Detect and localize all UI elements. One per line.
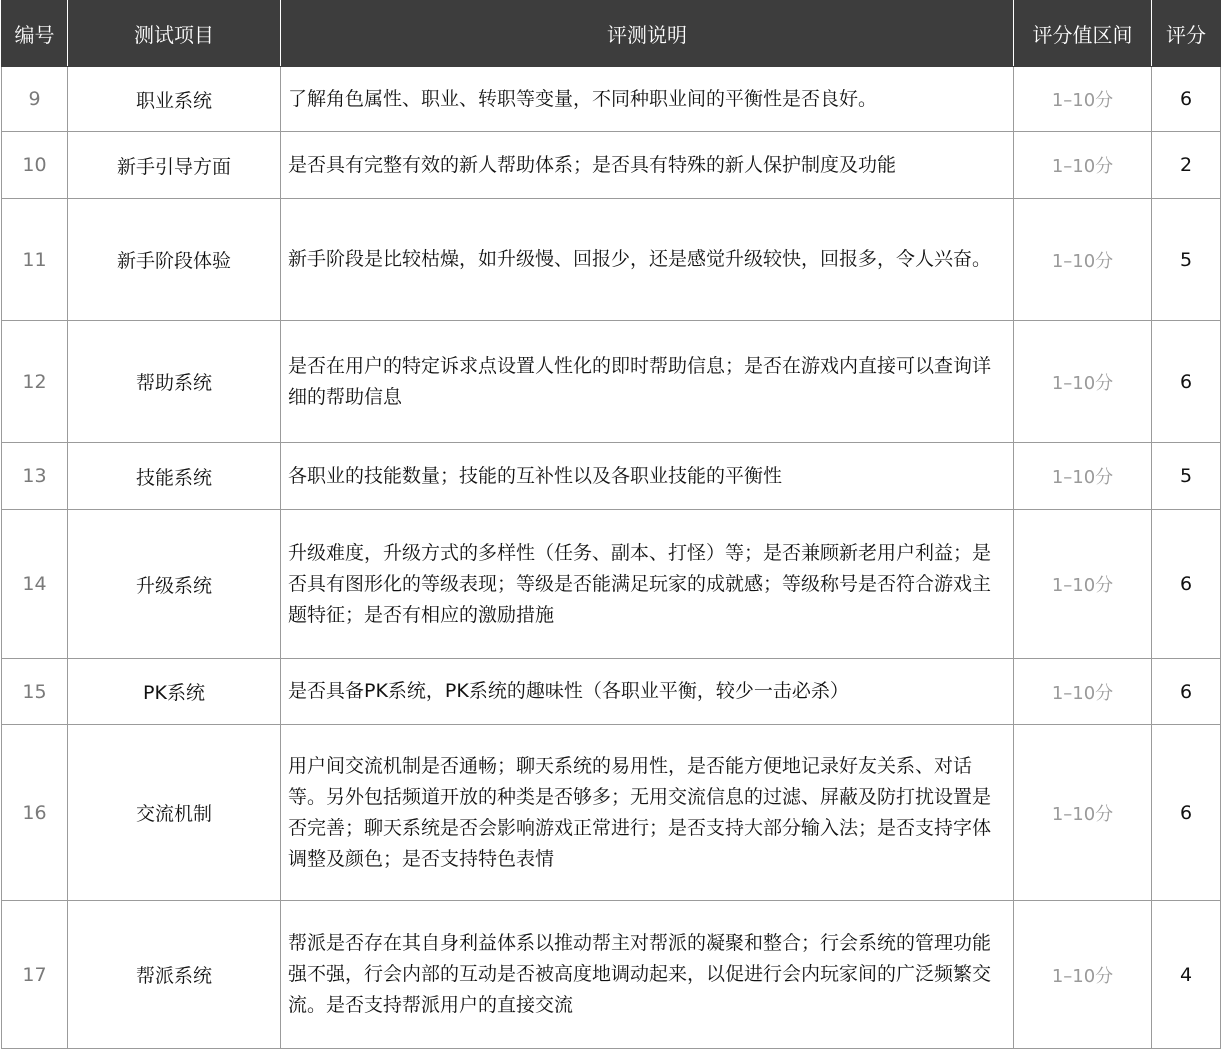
- row-range: 1–10分: [1014, 132, 1152, 199]
- row-desc: 升级难度，升级方式的多样性（任务、副本、打怪）等；是否兼顾新老用户利益；是否具有图形化的等级表现；等级是否能满足玩家的成就感；等级称号是否符合游戏主题特征；是否有相应的激励措施: [281, 510, 1014, 659]
- header-score: 评分: [1152, 0, 1221, 67]
- row-item: PK系统: [68, 659, 281, 725]
- table-row: [2, 67, 1221, 132]
- row-desc: 帮派是否存在其自身利益体系以推动帮主对帮派的凝聚和整合；行会系统的管理功能强不强，行会内部的互动是否被高度地调动起来，以促进行会内玩家间的广泛频繁交流。是否支持帮派用户的直接交流: [281, 901, 1014, 1049]
- row-score: 6: [1152, 510, 1221, 659]
- row-item: 新手引导方面: [68, 132, 281, 199]
- row-num: 12: [2, 321, 68, 443]
- header-row: [2, 0, 1221, 67]
- table-row: [2, 901, 1221, 1049]
- row-desc: 是否具备PK系统，PK系统的趣味性（各职业平衡，较少一击必杀）: [281, 659, 1014, 725]
- row-desc: 用户间交流机制是否通畅；聊天系统的易用性，是否能方便地记录好友关系、对话等。另外包括频道开放的种类是否够多；无用交流信息的过滤、屏蔽及防打扰设置是否完善；聊天系统是否会影响游戏正常进行；是否支持大部分输入法；是否支持字体调整及颜色；是否支持特色表情: [281, 725, 1014, 901]
- row-num: 16: [2, 725, 68, 901]
- row-item: 新手阶段体验: [68, 199, 281, 321]
- row-score: 2: [1152, 132, 1221, 199]
- row-range: 1–10分: [1014, 510, 1152, 659]
- header-num: 编号: [2, 0, 68, 67]
- row-item: 职业系统: [68, 67, 281, 132]
- row-score: 6: [1152, 659, 1221, 725]
- header-range: 评分值区间: [1014, 0, 1152, 67]
- row-item: 帮助系统: [68, 321, 281, 443]
- table-row: [2, 725, 1221, 901]
- row-num: 15: [2, 659, 68, 725]
- row-num: 14: [2, 510, 68, 659]
- row-item: 技能系统: [68, 443, 281, 510]
- evaluation-table: [1, 0, 1221, 1049]
- row-num: 10: [2, 132, 68, 199]
- row-score: 5: [1152, 199, 1221, 321]
- header-item: 测试项目: [68, 0, 281, 67]
- row-score: 5: [1152, 443, 1221, 510]
- table-row: [2, 510, 1221, 659]
- row-desc: 是否具有完整有效的新人帮助体系；是否具有特殊的新人保护制度及功能: [281, 132, 1014, 199]
- row-range: 1–10分: [1014, 901, 1152, 1049]
- row-item: 帮派系统: [68, 901, 281, 1049]
- row-range: 1–10分: [1014, 199, 1152, 321]
- row-desc: 新手阶段是比较枯燥，如升级慢、回报少，还是感觉升级较快，回报多，令人兴奋。: [281, 199, 1014, 321]
- table-row: [2, 321, 1221, 443]
- table-row: [2, 199, 1221, 321]
- table-row: [2, 443, 1221, 510]
- table-row: [2, 659, 1221, 725]
- row-score: 6: [1152, 725, 1221, 901]
- row-desc: 了解角色属性、职业、转职等变量，不同种职业间的平衡性是否良好。: [281, 67, 1014, 132]
- row-score: 4: [1152, 901, 1221, 1049]
- table-row: [2, 132, 1221, 199]
- header-desc: 评测说明: [281, 0, 1014, 67]
- row-desc: 是否在用户的特定诉求点设置人性化的即时帮助信息；是否在游戏内直接可以查询详细的帮助信息: [281, 321, 1014, 443]
- row-num: 9: [2, 67, 68, 132]
- row-score: 6: [1152, 67, 1221, 132]
- row-range: 1–10分: [1014, 443, 1152, 510]
- row-desc: 各职业的技能数量；技能的互补性以及各职业技能的平衡性: [281, 443, 1014, 510]
- row-num: 11: [2, 199, 68, 321]
- row-range: 1–10分: [1014, 725, 1152, 901]
- row-range: 1–10分: [1014, 67, 1152, 132]
- row-item: 升级系统: [68, 510, 281, 659]
- row-num: 17: [2, 901, 68, 1049]
- row-range: 1–10分: [1014, 321, 1152, 443]
- row-score: 6: [1152, 321, 1221, 443]
- row-item: 交流机制: [68, 725, 281, 901]
- row-num: 13: [2, 443, 68, 510]
- row-range: 1–10分: [1014, 659, 1152, 725]
